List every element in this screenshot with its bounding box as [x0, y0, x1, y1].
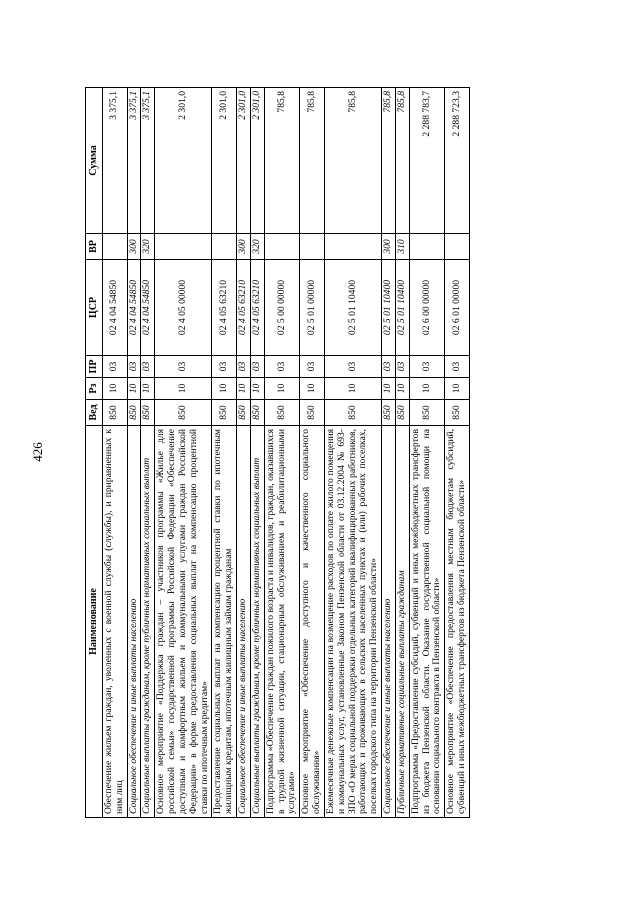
cell-sum: 785,8	[382, 88, 396, 234]
table-row	[395, 88, 409, 818]
cell-name: Социальное обеспечение и иные выплаты населению	[127, 426, 141, 818]
cell-ved: 850	[127, 400, 141, 426]
cell-name: Основное мероприятие «Поддержка граждан – участников программы «Жилье для российской семьи» государственной программы Российской Федерации «Обеспечение доступным и комфортным жильем и коммунальными услугами граждан Российской Федерации» в форме предоставления социальных выплат на компенсацию процентной ставки по ипотечным кредитам»	[155, 426, 212, 818]
table-row	[155, 88, 212, 818]
cell-rz: 10	[103, 378, 128, 400]
cell-vr: 310	[395, 234, 409, 260]
cell-rz: 10	[324, 378, 381, 400]
cell-sum: 785,8	[300, 88, 325, 234]
cell-vr: 300	[382, 234, 396, 260]
cell-name: Социальное обеспечение и иные выплаты населению	[237, 426, 251, 818]
cell-ved: 850	[155, 400, 212, 426]
cell-name: Социальные выплаты гражданам, кроме публичных нормативных социальных выплат	[141, 426, 155, 818]
cell-csr: 02 5 01 10400	[382, 260, 396, 356]
budget-table	[85, 87, 470, 818]
cell-pr: 03	[409, 356, 444, 378]
table-row	[445, 88, 470, 818]
cell-name: Ежемесячные денежные компенсации на возмещение расходов по оплате жилого помещения и коммунальных услуг, установленные Законом Пензенской области от 03.12.2004 № 693-ЗПО «О мерах социальной поддержки отдельных категорий квалифицированных работников, работающих и проживающих в сельских населенных пунктах и (или) рабочих поселках, поселках городского типа на территории Пензенской области»	[324, 426, 381, 818]
cell-pr: 03	[445, 356, 470, 378]
cell-pr: 03	[127, 356, 141, 378]
cell-rz: 10	[409, 378, 444, 400]
cell-ved: 850	[212, 400, 237, 426]
cell-pr: 03	[264, 356, 299, 378]
header-vr: ВР	[86, 234, 103, 260]
cell-csr: 02 4 04 54850	[127, 260, 141, 356]
cell-sum: 785,8	[324, 88, 381, 234]
cell-sum: 2 301,0	[250, 88, 264, 234]
cell-vr	[103, 234, 128, 260]
cell-pr: 03	[155, 356, 212, 378]
table-row	[324, 88, 381, 818]
table-header	[86, 88, 103, 818]
cell-ved: 850	[103, 400, 128, 426]
cell-sum: 3 375,1	[103, 88, 128, 234]
cell-csr: 02 5 01 10400	[395, 260, 409, 356]
cell-vr: 320	[141, 234, 155, 260]
table-row	[212, 88, 237, 818]
cell-rz: 10	[382, 378, 396, 400]
table-body	[103, 88, 470, 818]
cell-name: Социальные выплаты гражданам, кроме публичных нормативных социальных выплат	[250, 426, 264, 818]
header-name: Наименование	[86, 426, 103, 818]
cell-rz: 10	[155, 378, 212, 400]
cell-csr: 02 5 01 00000	[300, 260, 325, 356]
cell-csr: 02 4 05 63210	[250, 260, 264, 356]
table-row	[382, 88, 396, 818]
cell-vr: 300	[237, 234, 251, 260]
cell-ved: 850	[409, 400, 444, 426]
cell-rz: 10	[212, 378, 237, 400]
cell-vr	[300, 234, 325, 260]
cell-name: Основное мероприятие «Обеспечение предоставления местным бюджетам субсидий, субвенций и иных межбюджетных трансфертов из бюджета Пензенской области»	[445, 426, 470, 818]
cell-rz: 10	[127, 378, 141, 400]
cell-name: Предоставление социальных выплат на компенсацию процентной ставки по ипотечным жилищным кредитам, ипотечным жилищным займам гражданам	[212, 426, 237, 818]
header-ved: Вед	[86, 400, 103, 426]
cell-csr: 02 4 05 63210	[237, 260, 251, 356]
header-csr: ЦСР	[86, 260, 103, 356]
cell-sum: 2 288 783,7	[409, 88, 444, 234]
cell-ved: 850	[300, 400, 325, 426]
cell-pr: 03	[212, 356, 237, 378]
table-row	[250, 88, 264, 818]
cell-rz: 10	[250, 378, 264, 400]
rotated-page-content	[85, 88, 550, 818]
table-row	[409, 88, 444, 818]
cell-vr	[445, 234, 470, 260]
cell-sum: 3 375,1	[127, 88, 141, 234]
cell-csr: 02 4 04 54850	[103, 260, 128, 356]
table-row	[103, 88, 128, 818]
cell-vr	[212, 234, 237, 260]
cell-ved: 850	[141, 400, 155, 426]
cell-sum: 2 301,0	[155, 88, 212, 234]
cell-name: Подпрограмма «Обеспечение граждан пожилого возраста и инвалидов, граждан, оказавшихся в трудной жизненной ситуации, стационарным обслуживанием и реабилитационными услугами»	[264, 426, 299, 818]
cell-sum: 2 288 723,3	[445, 88, 470, 234]
cell-sum: 3 375,1	[141, 88, 155, 234]
cell-pr: 03	[382, 356, 396, 378]
cell-rz: 10	[395, 378, 409, 400]
header-rz: Рз	[86, 378, 103, 400]
cell-pr: 03	[395, 356, 409, 378]
cell-csr: 02 4 05 00000	[155, 260, 212, 356]
cell-ved: 850	[250, 400, 264, 426]
page-number: 426	[30, 442, 45, 462]
table-row	[237, 88, 251, 818]
cell-csr: 02 6 01 00000	[445, 260, 470, 356]
cell-sum: 2 301,0	[212, 88, 237, 234]
cell-ved: 850	[237, 400, 251, 426]
cell-sum: 785,8	[395, 88, 409, 234]
cell-csr: 02 4 05 63210	[212, 260, 237, 356]
cell-sum: 785,8	[264, 88, 299, 234]
cell-name: Социальное обеспечение и иные выплаты населению	[382, 426, 396, 818]
cell-vr	[409, 234, 444, 260]
cell-pr: 03	[237, 356, 251, 378]
header-sum: Сумма	[86, 88, 103, 234]
table-row	[264, 88, 299, 818]
cell-csr: 02 5 00 00000	[264, 260, 299, 356]
cell-pr: 03	[300, 356, 325, 378]
cell-rz: 10	[237, 378, 251, 400]
header-pr: ПР	[86, 356, 103, 378]
cell-rz: 10	[141, 378, 155, 400]
cell-pr: 03	[141, 356, 155, 378]
cell-vr	[324, 234, 381, 260]
cell-pr: 03	[103, 356, 128, 378]
cell-vr	[264, 234, 299, 260]
cell-ved: 850	[445, 400, 470, 426]
cell-name: Обеспечение жильем граждан, уволенных с военной службы (службы), и приравненных к ним лиц	[103, 426, 128, 818]
cell-sum: 2 301,0	[237, 88, 251, 234]
cell-vr: 320	[250, 234, 264, 260]
cell-pr: 03	[250, 356, 264, 378]
cell-rz: 10	[300, 378, 325, 400]
table-row	[300, 88, 325, 818]
cell-csr: 02 6 00 00000	[409, 260, 444, 356]
cell-rz: 10	[264, 378, 299, 400]
table-row	[127, 88, 141, 818]
cell-csr: 02 5 01 10400	[324, 260, 381, 356]
table-row	[141, 88, 155, 818]
cell-vr: 300	[127, 234, 141, 260]
cell-name: Подпрограмма «Предоставление субсидий, субвенций и иных межбюджетных трансфертов из бюджета Пензенской области. Оказание государственной социальной помощи на основании социального контракта в Пензенской области»	[409, 426, 444, 818]
cell-ved: 850	[324, 400, 381, 426]
cell-pr: 03	[324, 356, 381, 378]
cell-ved: 850	[382, 400, 396, 426]
cell-csr: 02 4 04 54850	[141, 260, 155, 356]
cell-vr	[155, 234, 212, 260]
cell-rz: 10	[445, 378, 470, 400]
cell-ved: 850	[395, 400, 409, 426]
cell-name: Основное мероприятие «Обеспечение доступного и качественного социального обслуживания»	[300, 426, 325, 818]
cell-ved: 850	[264, 400, 299, 426]
cell-name: Публичные нормативные социальные выплаты гражданам	[395, 426, 409, 818]
